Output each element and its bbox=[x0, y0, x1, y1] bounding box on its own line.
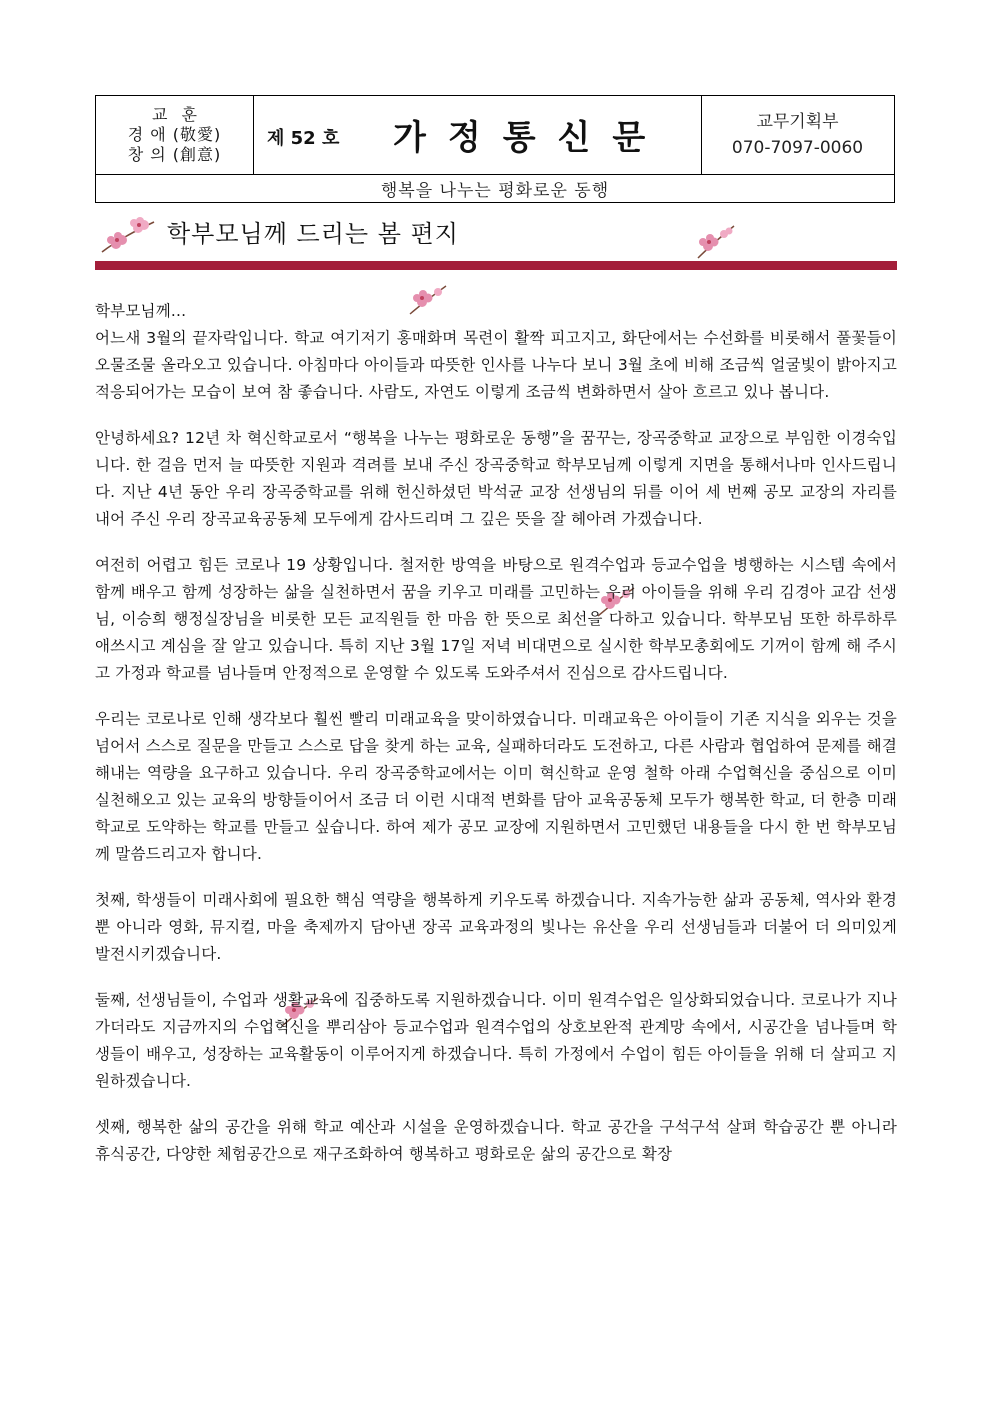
paragraph: 첫째, 학생들이 미래사회에 필요한 핵심 역량을 행복하게 키우도록 하겠습니다. 지속가능한 삶과 공동체, 역사와 환경뿐 아니라 영화, 뮤지컬, 마을 축제까지 담아낸 장곡 교육과정의 빛나는 유산을 우리 선생님들과 더불어 더 의미있게 발전시키겠습니다. bbox=[95, 891, 897, 963]
paragraph: 둘째, 선생님들이, 수업과 생활교육에 집중하도록 지원하겠습니다. 이미 원격수업은 일상화되었습니다. 코로나가 지나가더라도 지금까지의 수업혁신을 뿌리삼아 등교수업과 원격수업의 상호보완적 관계망 속에서, 시공간을 넘나들며 학생들이 배우고, 성장하는 교육활동이 이루어지게 하겠습니다. 특히 가정에서 수업이 힘든 아이들을 위해 더 살피고 지원하겠습니다. bbox=[95, 991, 897, 1090]
letter-title: 학부모님께 드리는 봄 편지 bbox=[167, 220, 459, 248]
newsletter-header bbox=[95, 95, 895, 203]
school-slogan: 행복을 나누는 평화로운 동행 bbox=[380, 180, 610, 201]
department-phone: 070-7097-0060 bbox=[731, 138, 864, 158]
salutation: 학부모님께... bbox=[95, 302, 187, 320]
letter-body bbox=[95, 298, 897, 1168]
newsletter-name: 가정통신문 bbox=[393, 118, 668, 158]
paragraph: 안녕하세요? 12년 차 혁신학교로서 “행복을 나누는 평화로운 동행”을 꿈꾸는, 장곡중학교 교장으로 부임한 이경숙입니다. 한 걸음 먼저 늘 따뜻한 지원과 격려를 보내 주신 장곡중학교 학부모님께 이렇게 지면을 통해서나마 인사드립니다. 지난 4년 동안 우리 장곡중학교를 위해 헌신하셨던 박석균 교장 선생님의 뒤를 이어 세 번째 공모 교장의 자리를 내어 주신 우리 장곡교육공동체 모두에게 감사드리며 그 깊은 뜻을 잘 헤아려 가겠습니다. bbox=[95, 429, 897, 528]
issue-number: 제 52 호 bbox=[267, 128, 340, 149]
paragraph: 여전히 어렵고 힘든 코로나 19 상황입니다. 철저한 방역을 바탕으로 원격수업과 등교수업을 병행하는 시스템 속에서 함께 배우고 함께 성장하는 삶을 실천하면서 꿈을 키우고 미래를 고민하는 우리 아이들을 위해 우리 김경아 교감 선생님, 이승희 행정실장님을 비롯한 모든 교직원들 한 마음 한 뜻으로 최선을 다하고 있습니다. 학부모님 또한 하루하루 애쓰시고 계심을 잘 알고 있습니다. 특히 지난 3월 17일 저녁 비대면으로 실시한 학부모총회에도 기꺼이 함께 해 주시고 가정과 학교를 넘나들며 안정적으로 운영할 수 있도록 도와주셔서 진심으로 감사드립니다. bbox=[95, 556, 897, 682]
department-name: 교무기획부 bbox=[756, 112, 839, 132]
blossom-icon bbox=[100, 214, 158, 256]
title-divider-bar bbox=[95, 261, 897, 270]
motto-line-1: 경 애 (敬愛) bbox=[127, 125, 222, 144]
paragraph: 셋째, 행복한 삶의 공간을 위해 학교 예산과 시설을 운영하겠습니다. 학교 공간을 구석구석 살펴 학습공간 뿐 아니라 휴식공간, 다양한 체험공간으로 재구조화하여 행복하고 평화로운 삶의 공간으로 확장 bbox=[95, 1118, 897, 1163]
header-top-row bbox=[96, 96, 894, 175]
motto-line-2: 창 의 (創意) bbox=[127, 145, 222, 164]
motto-title: 교훈 bbox=[152, 105, 211, 124]
paragraph: 어느새 3월의 끝자락입니다. 학교 여기저기 홍매화며 목련이 활짝 피고지고, 화단에서는 수선화를 비롯해서 풀꽃들이 오물조물 올라오고 있습니다. 아침마다 아이들과 따뜻한 인사를 나누다 보니 3월 초에 비해 조금씩 얼굴빛이 밝아지고 적응되어가는 모습이 보여 참 좋습니다. 사람도, 자연도 이렇게 조금씩 변화하면서 살아 흐르고 있나 봅니다. bbox=[95, 329, 897, 401]
newsletter-title-cell bbox=[253, 96, 702, 174]
blossom-icon bbox=[694, 222, 738, 262]
school-motto bbox=[96, 96, 254, 174]
paragraph: 우리는 코로나로 인해 생각보다 훨씬 빨리 미래교육을 맞이하였습니다. 미래교육은 아이들이 기존 지식을 외우는 것을 넘어서 스스로 질문을 만들고 스스로 답을 찾게 하는 교육, 실패하더라도 도전하고, 다른 사람과 협업하여 문제를 해결해내는 역량을 요구하고 있습니다. 우리 장곡중학교에서는 이미 혁신학교 운영 철학 아래 수업혁신을 중심으로 이미 실천해오고 있는 교육의 방향들이어서 조금 더 이런 시대적 변화를 담아 교육공동체 모두가 행복한 학교, 더 한층 미래학교로 도약하는 학교를 만들고 싶습니다. 하여 제가 공모 교장에 지원하면서 고민했던 내용들을 다시 한 번 학부모님께 말씀드리고자 합니다. bbox=[95, 710, 897, 863]
slogan-row bbox=[96, 174, 894, 202]
department-cell bbox=[701, 96, 894, 174]
